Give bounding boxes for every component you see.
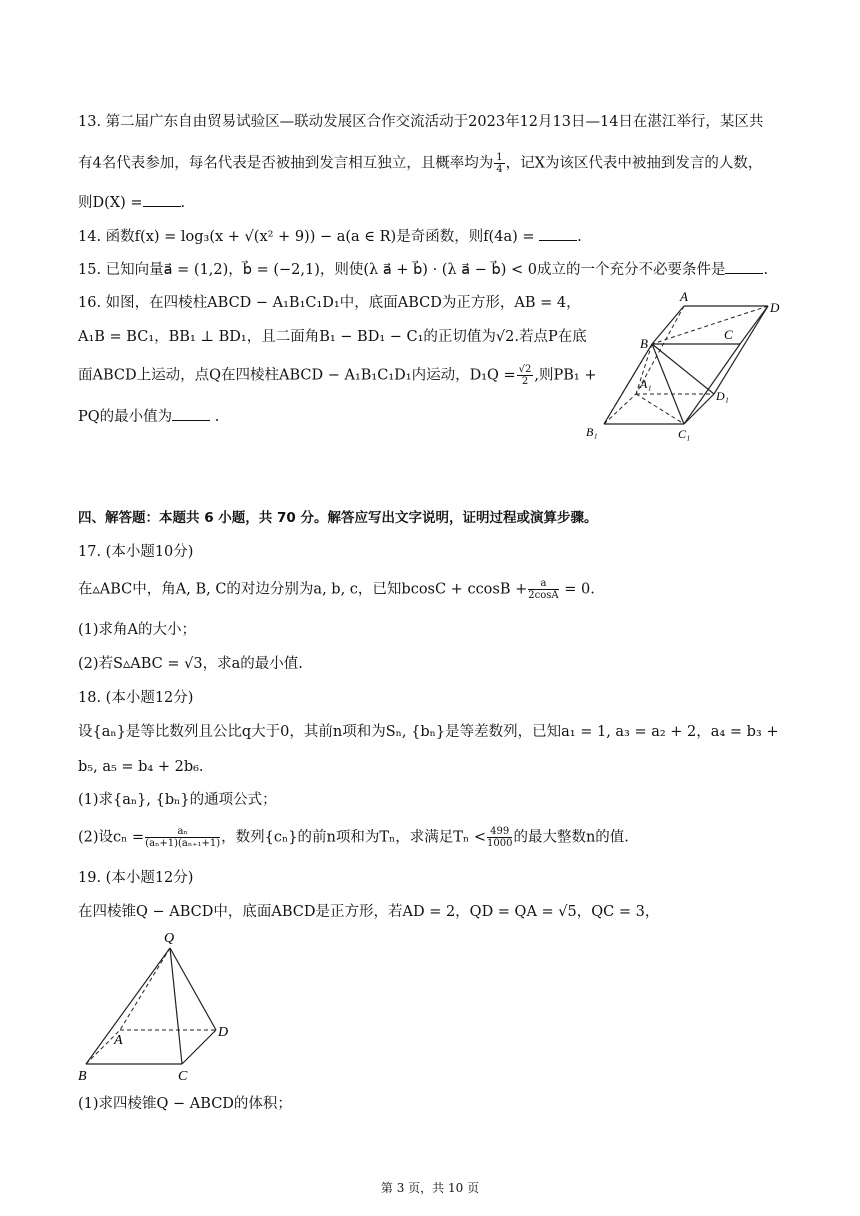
fraction-denominator: (aₙ+1)(aₙ₊₁+1)	[145, 838, 221, 849]
fraction-denominator: 2	[521, 376, 529, 387]
problem-18-head: 18. (本小题12分)	[78, 690, 194, 706]
problem-18-q2-text-b: ，数列{cₙ}的前n项和为Tₙ，求满足Tₙ <	[221, 829, 486, 846]
label-D: D	[218, 1025, 229, 1040]
problem-18-q2-text-c: 的最大整数n的值.	[513, 829, 629, 846]
fraction-a-over-2cosA	[528, 578, 558, 601]
problem-18-q1: (1)求{aₙ}, {bₙ}的通项公式；	[78, 792, 277, 808]
problem-16-answer-prompt: PQ的最小值为	[78, 409, 173, 425]
fraction-numerator: 499	[487, 826, 512, 838]
prism-figure	[580, 288, 800, 448]
problem-16-line-4	[78, 406, 219, 427]
fraction-499-over-1000	[487, 826, 512, 849]
label-A: A	[114, 1033, 123, 1048]
problem-16-text-b: ,则PB₁ +	[534, 367, 597, 384]
label-C: C	[178, 1069, 188, 1084]
problem-17-q2: (2)若S▵ABC = √3，求a的最小值.	[78, 656, 303, 672]
page-footer: 第 3 页，共 10 页	[380, 1181, 480, 1195]
problem-16-line-3	[78, 364, 597, 387]
problem-17-stem	[78, 578, 595, 601]
problem-16-line-1: 16. 如图，在四棱柱ABCD − A₁B₁C₁D₁中，底面ABCD为正方形，AB = 4，	[78, 295, 581, 311]
problem-19-head: 19. (本小题12分)	[78, 870, 194, 886]
problem-17-head: 17. (本小题10分)	[78, 544, 194, 560]
fraction-denominator: 2cosA	[528, 590, 559, 601]
problem-13-text-a: 有4名代表参加，每名代表是否被抽到发言相互独立，且概率均为	[78, 155, 494, 172]
problem-13-text-b: ，记X为该区代表中被抽到发言的人数，	[505, 155, 763, 172]
section-header-solutions: 四、解答题：本题共 6 小题，共 70 分。解答应写出文字说明，证明过程或演算步骤。	[78, 510, 598, 526]
problem-19-q1: (1)求四棱锥Q − ABCD的体积；	[78, 1096, 292, 1112]
problem-13-line-1: 13. 第二届广东自由贸易试验区—联动发展区合作交流活动于2023年12月13日—14日在湛江举行，某区共	[78, 114, 764, 130]
problem-18-q2	[78, 826, 629, 849]
fraction-numerator: a	[528, 578, 558, 590]
label-B: B	[78, 1069, 87, 1084]
problem-18-line-1: 设{aₙ}是等比数列且公比q大于0，其前n项和为Sₙ, {bₙ}是等差数列，已知a₁ = 1, a₃ = a₂ + 2，a₄ = b₃ +	[78, 724, 779, 740]
problem-16-end: .	[214, 409, 220, 425]
label-C1: C₁	[678, 427, 691, 441]
problem-17-text-b: = 0.	[564, 581, 595, 598]
label-D1: D₁	[716, 389, 729, 403]
fraction-numerator: aₙ	[145, 826, 220, 838]
problem-13-line-3: 则D(X) = .	[78, 192, 185, 213]
fraction-numerator: 1	[496, 152, 503, 163]
problem-17-text-a: 在▵ABC中，角A, B, C的对边分别为a, b, c，已知bcosC + ccosB +	[78, 581, 528, 598]
problem-13-answer-prompt: 则D(X) =	[78, 195, 143, 211]
problem-13-line-2	[78, 152, 762, 175]
fraction-one-quarter	[494, 152, 504, 175]
fraction-numerator: √2	[518, 364, 532, 375]
problem-18-q2-text-a: (2)设cₙ =	[78, 829, 145, 846]
problem-16-text-a: 面ABCD上运动，点Q在四棱柱ABCD − A₁B₁C₁D₁内运动，D₁Q =	[78, 367, 516, 384]
problem-14-text: 14. 函数f(x) = log₃(x + √(x² + 9)) − a(a ∈ R)是奇函数，则f(4a) =	[78, 229, 535, 245]
problem-15-text: 15. 已知向量a⃗ = (1,2)，b⃗ = (−2,1)，则使(λ a⃗ + b⃗) · (λ a⃗ − b⃗) < 0成立的一个充分不必要条件是	[78, 262, 726, 278]
fraction-denominator: 4	[496, 164, 503, 175]
problem-18-line-2: b₅, a₅ = b₄ + 2b₆.	[78, 759, 204, 775]
label-B: B	[640, 336, 648, 351]
answer-blank-13[interactable]	[143, 192, 181, 207]
answer-blank-16[interactable]	[172, 406, 210, 421]
answer-blank-14[interactable]	[539, 226, 577, 241]
problem-14: 14. 函数f(x) = log₃(x + √(x² + 9)) − a(a ∈ R)是奇函数，则f(4a) = .	[78, 226, 582, 247]
label-D: D	[770, 300, 780, 315]
fraction-denominator: 1000	[487, 838, 513, 849]
fraction-cn	[145, 826, 220, 849]
label-A1: A₁	[640, 377, 652, 391]
label-Q: Q	[164, 931, 175, 946]
label-C: C	[724, 327, 733, 342]
label-A: A	[680, 289, 688, 304]
label-B1: B₁	[586, 425, 598, 439]
answer-blank-15[interactable]	[725, 259, 763, 274]
problem-15: 15. 已知向量a⃗ = (1,2)，b⃗ = (−2,1)，则使(λ a⃗ + b⃗) · (λ a⃗ − b⃗) < 0成立的一个充分不必要条件是 .	[78, 259, 768, 280]
problem-16-line-2: A₁B = BC₁，BB₁ ⊥ BD₁，且二面角B₁ − BD₁ − C₁的正切值为√2.若点P在底	[78, 329, 587, 345]
fraction-sqrt2-over-2	[517, 364, 534, 387]
problem-19-stem: 在四棱锥Q − ABCD中，底面ABCD是正方形，若AD = 2，QD = QA = √5，QC = 3，	[78, 904, 660, 920]
pyramid-figure	[72, 926, 252, 1086]
problem-17-q1: (1)求角A的大小；	[78, 622, 197, 638]
